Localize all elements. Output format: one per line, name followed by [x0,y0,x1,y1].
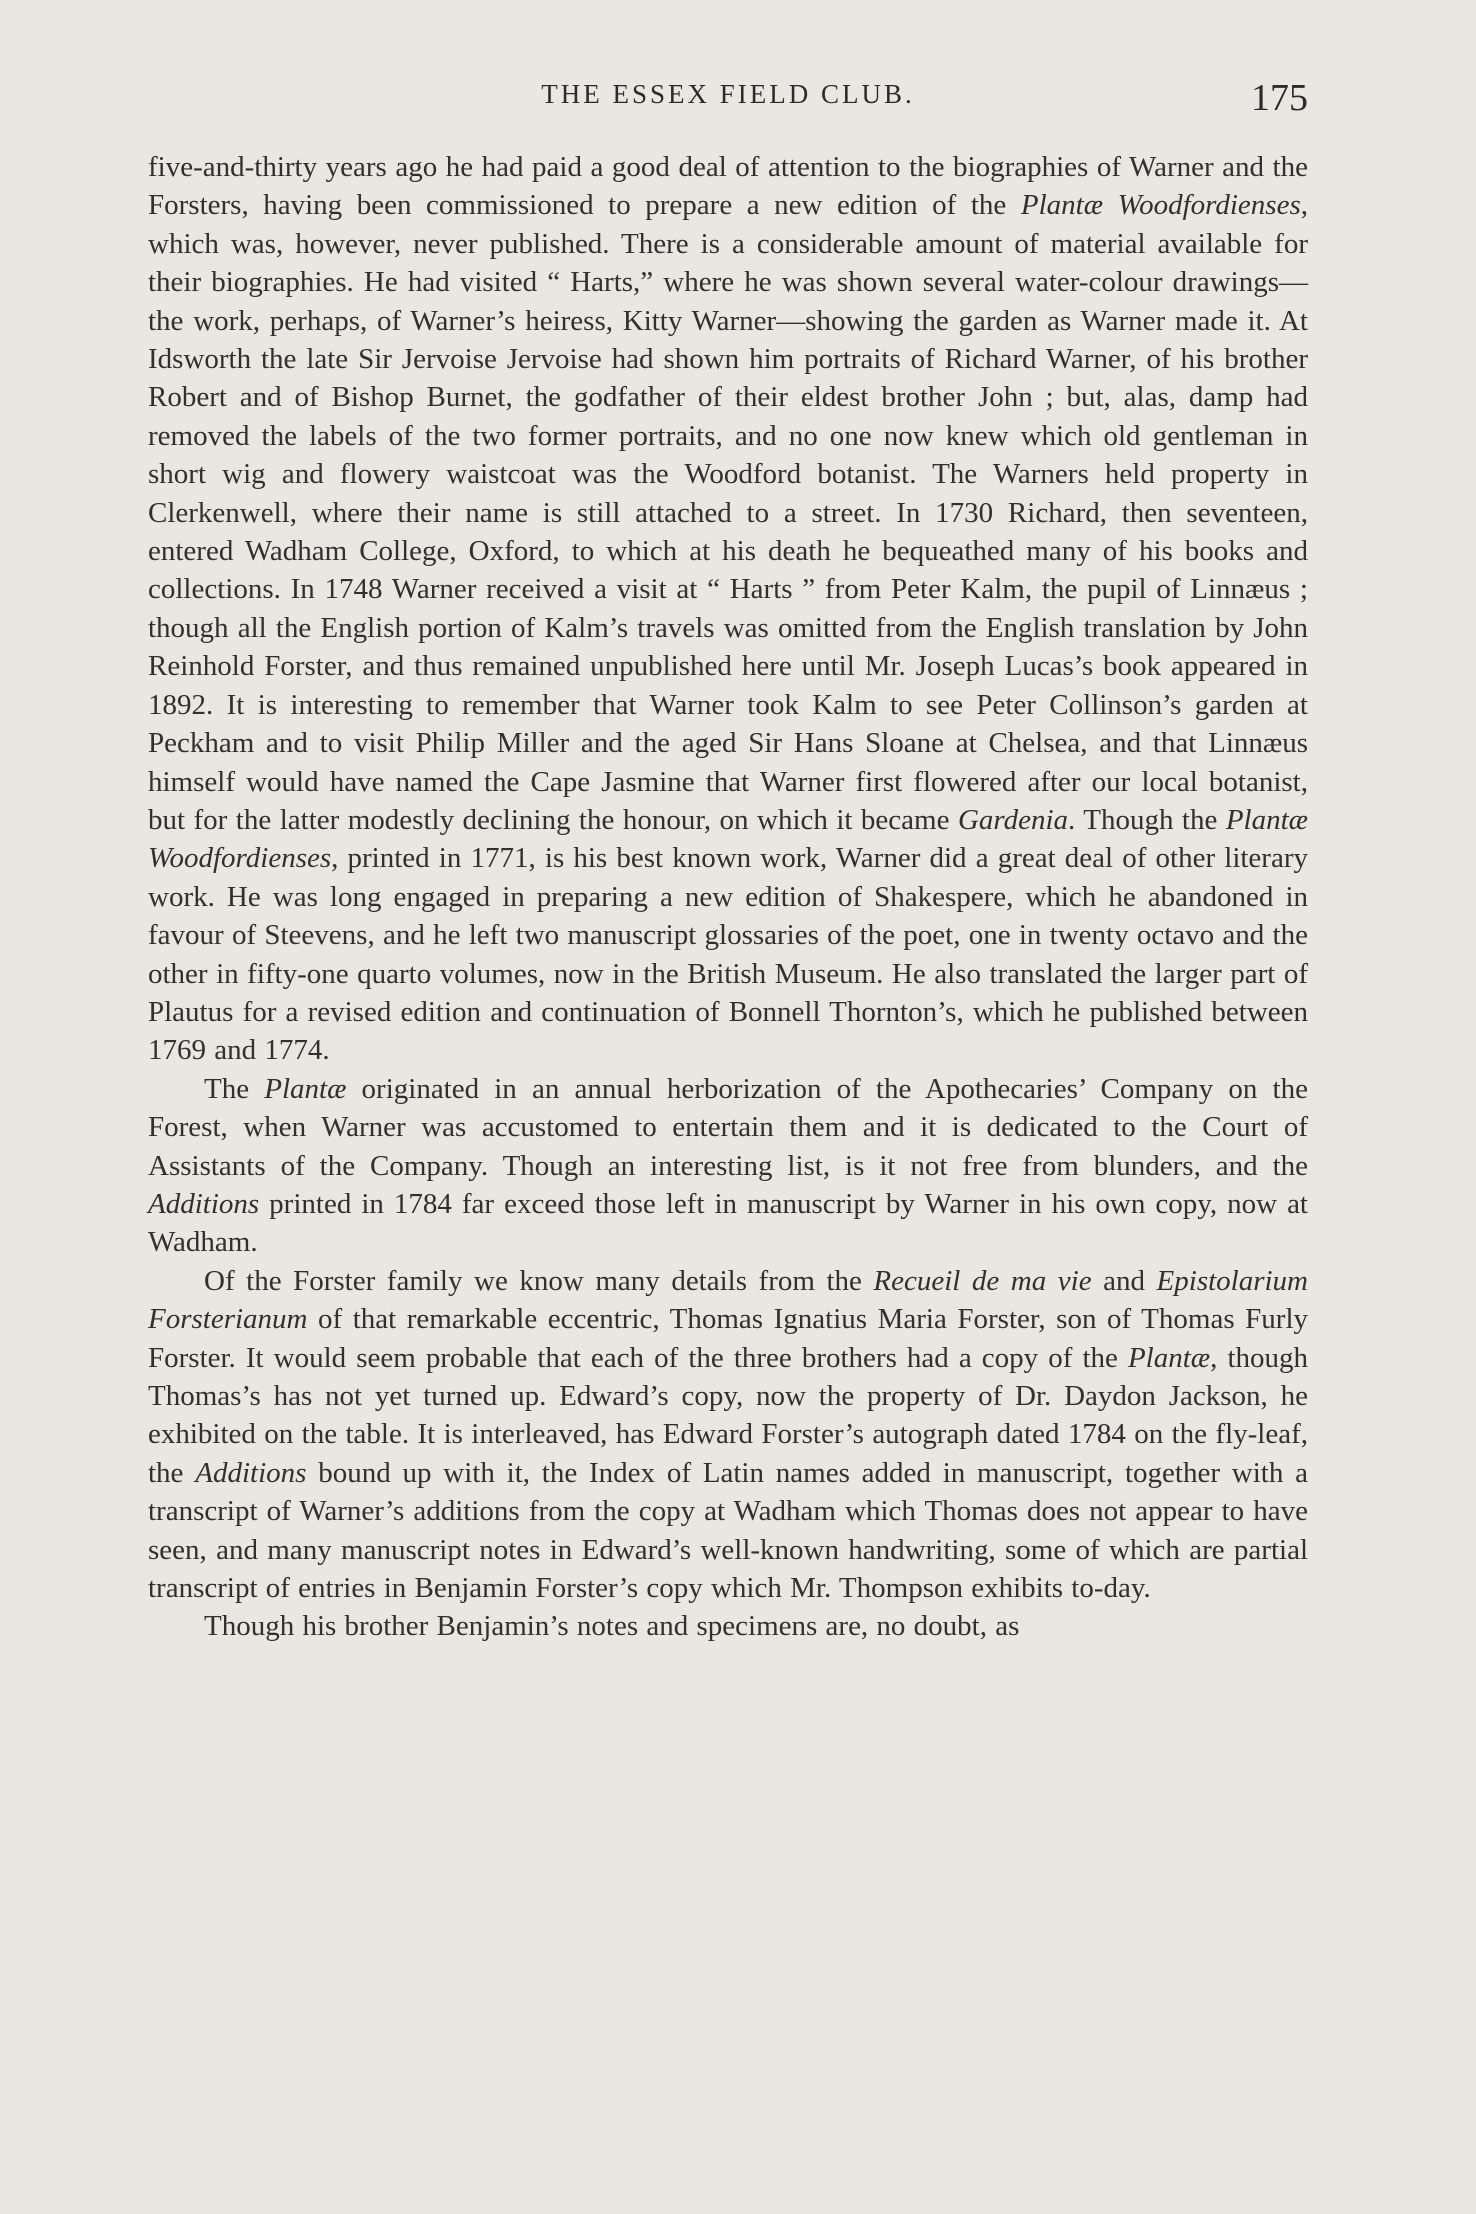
text-run: , printed in 1771, is his best known work, Warner did a great deal of other literary work. He was long engaged in preparing a new edition of Shakespere, which he abandoned in favour of Steevens, and he left two manuscript glossaries of the poet, one in twenty octavo and the other in fifty-one quarto volumes, now in the British Museum. He also translated the larger part of Plautus for a revised edition and continuation of Bonnell Thornton’s, which he published between 1769 and 1774. [148,842,1308,1067]
italic-text: Plantæ [264,1072,347,1105]
italic-text: Epistolarium Forsterianum [148,1264,1309,1336]
text-run: originated in an annual herborization of the Apothecaries’ Company on the Forest, when Warner was accustomed to entertain them and it is dedicated to the Court of Assistants of the Company. Though an interesting list, is it not free from blunders, and the [148,1072,1308,1182]
text-run: , which was, however, never published. There is a considerable amount of material available for their biographies. He had visited “ Harts,” where he was shown several water-colour drawings—the work, perhaps, of Warner’s heiress, Kitty Warner—showing the garden as Warner made it. At Idsworth the late Sir Jervoise Jervoise had shown him portraits of Richard Warner, of his brother Robert and of Bishop Burnet, the godfather of their eldest brother John ; but, alas, damp had removed the labels of the two former portraits, and no one now knew which old gentleman in short wig and flowery waistcoat was the Woodford botanist. The Warners held property in Clerkenwell, where their name is still attached to a street. In 1730 Richard, then seventeen, entered Wadham College, Oxford, to which at his death he bequeathed many of his books and collections. In 1748 Warner received a visit at “ Harts ” from Peter Kalm, the pupil of Linnæus ; though all the English portion of Kalm’s travels was omitted from the English translation by John Reinhold Forster, and thus remained unpublished here until Mr. Joseph Lucas’s book appeared in 1892. It is interesting to remember that Warner took Kalm to see Peter Collinson’s garden at Peckham and to visit Philip Miller and the aged Sir Hans Sloane at Chelsea, and that Linnæus himself would have named the Cape Jasmine that Warner first flowered after our local botanist, but for the latter modestly declining the honour, on which it became [148,189,1308,836]
paragraph [148,1262,1308,1608]
italic-text: Additions [148,1187,260,1220]
italic-text: Plantæ Woodfordienses [1020,189,1301,222]
text-run: bound up with it, the Index of Latin names added in manuscript, together with a transcript of Warner’s additions from the copy at Wadham which Thomas does not appear to have seen, and many manuscript notes in Edward’s well-known handwriting, some of which are partial transcript of entries in Benjamin Forster’s copy which Mr. Thompson exhibits to-day. [148,1456,1308,1605]
text-run: and [1091,1264,1157,1297]
text-run: . Though the [1068,803,1226,836]
text-run: of that remarkable eccentric, Thomas Ignatius Maria Forster, son of Thomas Furly Forster. It would seem probable that each of the three brothers had a copy of the [148,1303,1308,1374]
italic-text: Additions [195,1456,307,1489]
text-run: Though his brother Benjamin’s notes and specimens are, no doubt, as [204,1610,1020,1643]
paragraph [148,148,1308,1070]
page-header [148,72,1308,132]
page-number: 175 [1251,77,1308,119]
running-head: THE ESSEX FIELD CLUB. [541,79,915,109]
italic-text: Gardenia [957,803,1069,836]
body-text [148,148,1308,1646]
paragraph [148,1070,1308,1262]
text-run: five-and-thirty years ago he had paid a good deal of attention to the biographies of Warner and the Forsters, having been commissioned to prepare a new edition of the [148,151,1308,222]
italic-text: Plantæ Woodfordienses [148,803,1308,875]
paragraph [148,1607,1308,1645]
italic-text: Plantæ [1127,1341,1211,1374]
italic-text: Recueil de ma vie [873,1264,1092,1297]
text-run: , though Thomas’s has not yet turned up. Edward’s copy, now the property of Dr. Daydon Jackson, he exhibited on the table. It is interleaved, has Edward Forster’s autograph dated 1784 on the fly-leaf, the [148,1341,1308,1489]
text-run: The [204,1072,265,1105]
text-run: Of the Forster family we know many details from the [204,1264,874,1297]
text-run: printed in 1784 far exceed those left in manuscript by Warner in his own copy, now at Wadham. [148,1187,1308,1259]
